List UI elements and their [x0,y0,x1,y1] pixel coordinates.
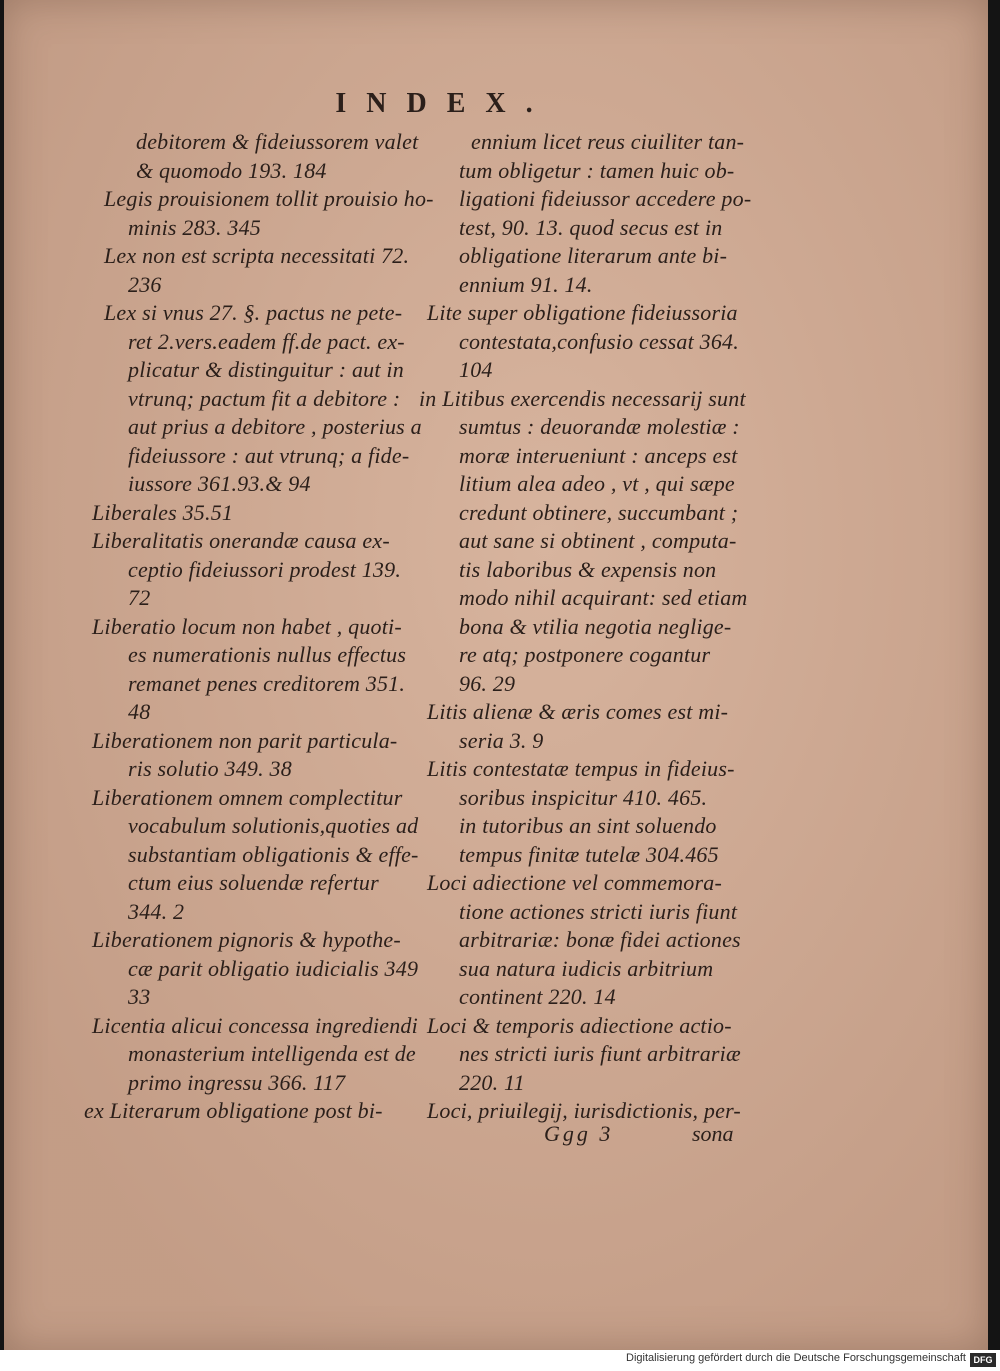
left-column [84,128,434,1126]
index-line: ligationi fideiussor accedere po- [459,186,752,211]
index-line: seria 3. 9 [459,727,544,753]
index-line: Licentia alicui concessa ingrediendi [92,1012,418,1038]
index-line: 48 [128,699,151,724]
index-line: minis 283. 345 [128,214,261,240]
index-line: tione actiones stricti iuris fiunt [459,898,738,924]
index-line: iussore 361.93.& 94 [128,471,311,496]
index-line: es numerationis nullus effectus [128,642,407,667]
index-line: fideiussore : aut vtrunq; a fide- [128,442,410,468]
index-line: moræ interueniunt : anceps est [459,442,738,468]
index-line: 72 [128,585,151,610]
index-line: vtrunq; pactum fit a debitore : [128,385,401,411]
index-line: monasterium intelligenda est de [128,1041,416,1066]
index-line: Litis contestatæ tempus in fideius- [427,756,735,781]
index-line: ex Literarum obligatione post bi- [84,1098,383,1123]
index-line: 104 [459,357,493,382]
index-line: aut prius a debitore , posterius a [128,414,422,439]
index-line: tempus finitæ tutelæ 304.465 [459,841,719,867]
index-line: Legis prouisionem tollit prouisio ho- [104,186,434,211]
index-line: primo ingressu 366. 117 [128,1069,346,1095]
index-line: 33 [128,984,151,1009]
index-line: debitorem & fideiussorem valet [136,129,419,154]
index-line: tum obligetur : tamen huic ob- [459,157,735,183]
index-line: credunt obtinere, succumbant ; [459,499,739,525]
index-line: vocabulum solutionis,quoties ad [128,813,419,838]
index-line: 96. 29 [459,670,516,696]
index-line: Loci adiectione vel commemora- [427,870,722,895]
index-line: in Litibus exercendis necessarij sunt [419,385,746,411]
index-line: sua natura iudicis arbitrium [459,955,714,981]
index-line: Liberationem omnem complectitur [92,784,403,810]
index-line: in tutoribus an sint soluendo [459,813,717,838]
index-line: remanet penes creditorem 351. [128,670,406,696]
index-line: Lite super obligatione fideiussoria [427,300,738,325]
index-line: ceptio fideiussori prodest 139. [128,556,402,582]
index-line: & quomodo 193. 184 [136,157,327,183]
index-line: 344. 2 [128,898,185,924]
index-line: substantiam obligationis & effe- [128,841,419,867]
book-page [4,0,988,1350]
index-line: Liberatio locum non habet , quoti- [92,613,402,639]
index-line: test, 90. 13. quod secus est in [459,214,723,240]
index-line: 236 [128,271,162,297]
index-line: ennium 91. 14. [459,271,593,297]
dfg-logo-icon: DFG [970,1353,996,1367]
index-line: cæ parit obligatio iudicialis 349 [128,955,419,981]
index-line: Liberales 35.51 [92,499,234,525]
index-line: Lex non est scripta necessitati 72. [104,243,410,268]
index-line: tis laboribus & expensis non [459,556,717,582]
page-header: INDEX. [335,88,553,119]
index-line: bona & vtilia negotia neglige- [459,613,732,639]
funding-credit: Digitalisierung gefördert durch die Deutsche Forschungsgemeinschaft [626,1352,966,1364]
index-line: 220. 11 [459,1069,525,1095]
index-line: arbitrariæ: bonæ fidei actiones [459,927,741,952]
index-line: re atq; postponere cogantur [459,642,711,667]
index-line: aut sane si obtinent , computa- [459,528,737,553]
index-line: contestata,confusio cessat 364. [459,328,739,354]
index-line: soribus inspicitur 410. 465. [459,784,708,810]
index-line: ret 2.vers.eadem ff.de pact. ex- [128,328,405,354]
index-line: litium alea adeo , vt , qui sæpe [459,471,735,496]
index-line: ctum eius soluendæ refertur [128,870,379,895]
index-line: plicatur & distinguitur : aut in [128,357,404,382]
index-line: Liberationem non parit particula- [92,727,398,753]
index-line: Liberalitatis onerandæ causa ex- [92,528,390,553]
index-line: ennium licet reus ciuiliter tan- [471,129,745,154]
index-line: modo nihil acquirant: sed etiam [459,585,748,610]
index-line: Liberationem pignoris & hypothe- [92,927,401,952]
index-line: ris solutio 349. 38 [128,756,292,781]
signature-mark: Ggg 3 [544,1121,614,1146]
index-line: nes stricti iuris fiunt arbitrariæ [459,1041,741,1066]
index-line: Lex si vnus 27. §. pactus ne pete- [104,300,403,325]
index-line: Loci, priuilegij, iurisdictionis, per- [427,1098,741,1123]
index-line: obligatione literarum ante bi- [459,243,728,268]
index-line: continent 220. 14 [459,984,616,1009]
index-line: Loci & temporis adiectione actio- [427,1012,732,1038]
right-column [419,128,774,1126]
index-line: Litis alienæ & æris comes est mi- [427,699,729,724]
catchword: sona [692,1121,734,1146]
index-line: sumtus : deuorandæ molestiæ : [459,414,740,439]
